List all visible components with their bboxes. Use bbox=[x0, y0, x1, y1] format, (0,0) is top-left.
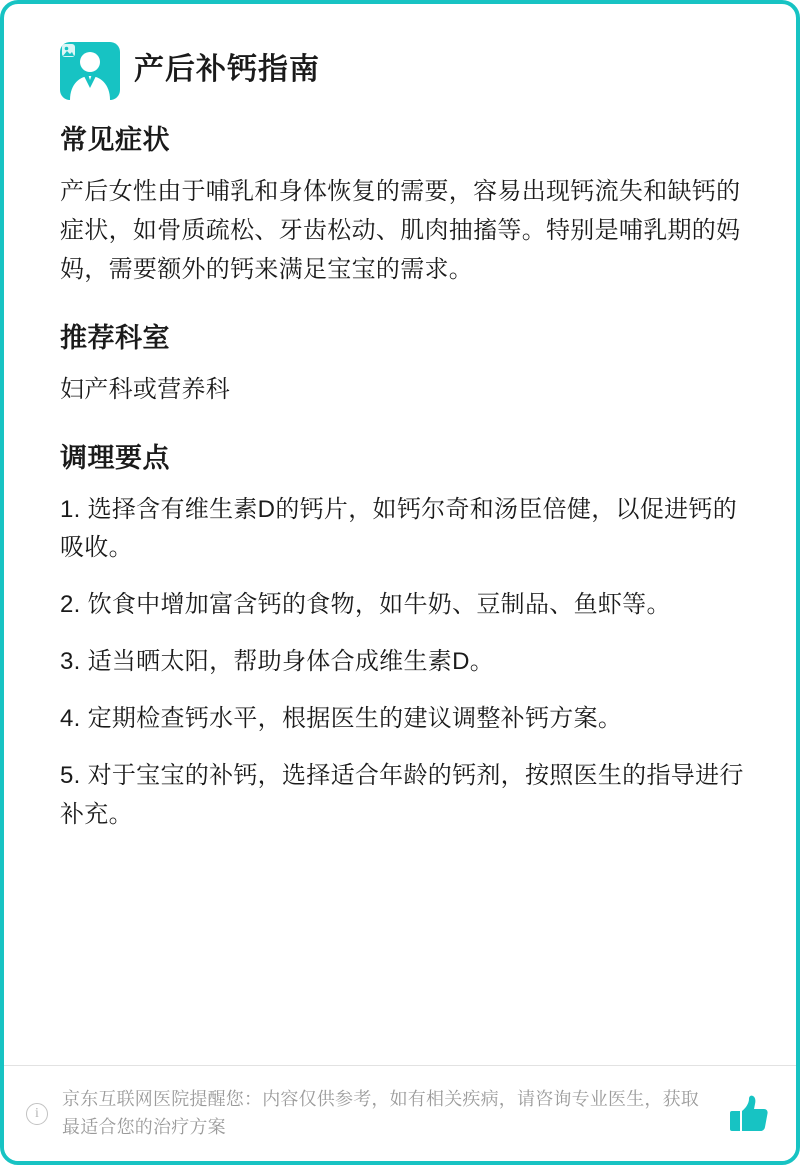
card-content bbox=[4, 4, 796, 835]
list-item: 4. 定期检查钙水平，根据医生的建议调整补钙方案。 bbox=[60, 705, 623, 732]
section-heading-tips: 调理要点 bbox=[60, 442, 170, 473]
section-heading-department: 推荐科室 bbox=[60, 322, 170, 353]
disclaimer-text: 京东互联网医院提醒您：内容仅供参考，如有相关疾病，请咨询专业医生，获取最适合您的治疗方案 bbox=[62, 1088, 699, 1137]
list-item: 3. 适当晒太阳，帮助身体合成维生素D。 bbox=[60, 648, 495, 676]
section-body-symptoms: 产后女性由于哺乳和身体恢复的需要，容易出现钙流失和缺钙的症状，如骨质疏松、牙齿松动、肌肉抽搐等。特别是哺乳期的妈妈，需要额外的钙来满足宝宝的需求。 bbox=[60, 178, 741, 283]
section-body-department: 妇产科或营养科 bbox=[60, 375, 231, 403]
disclaimer-footer bbox=[4, 1065, 796, 1161]
card-header bbox=[60, 38, 752, 96]
tips-list bbox=[60, 491, 752, 835]
thumbs-up-icon[interactable] bbox=[726, 1093, 770, 1135]
page-title: 产后补钙指南 bbox=[134, 53, 320, 86]
list-item: 2. 饮食中增加富含钙的食物，如牛奶、豆制品、鱼虾等。 bbox=[60, 591, 671, 619]
list-item: 5. 对于宝宝的补钙，选择适合年龄的钙剂，按照医生的指导进行补充。 bbox=[60, 761, 744, 828]
list-item: 1. 选择含有维生素D的钙片，如钙尔奇和汤臣倍健，以促进钙的吸收。 bbox=[60, 495, 738, 562]
section-heading-symptoms: 常见症状 bbox=[60, 125, 170, 155]
doctor-avatar-icon bbox=[60, 42, 120, 100]
info-circle-icon: i bbox=[26, 1103, 48, 1125]
